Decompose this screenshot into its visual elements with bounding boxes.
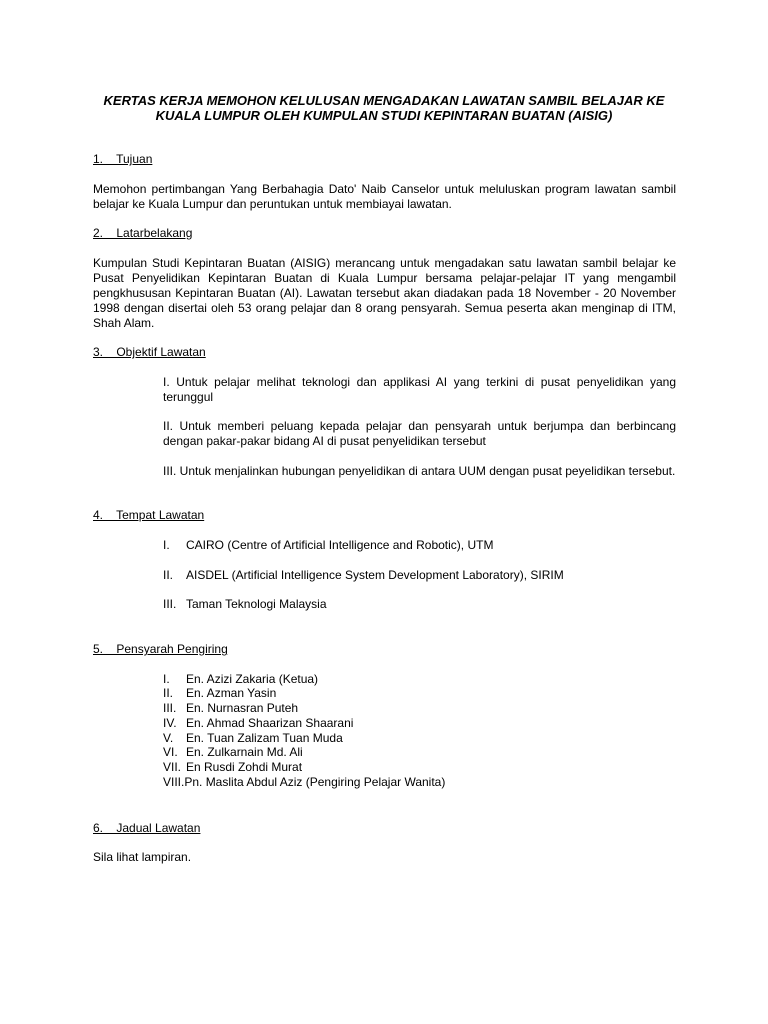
list-number: I. [163,672,170,686]
pensyarah-item-1 [163,672,318,687]
list-text: CAIRO (Centre of Artificial Intelligence and Robotic), UTM [186,538,494,552]
objektif-item-2: II. Untuk memberi peluang kepada pelajar dan pensyarah untuk berjumpa dan berbincang dengan pakar-pakar bidang AI di pusat penyelidikan tersebut [163,419,676,448]
list-number: VI. [163,745,178,759]
tempat-item-2 [163,568,564,583]
section-heading-tempat: 4. Tempat Lawatan [93,508,205,522]
list-text: En. Azman Yasin [186,686,277,700]
title-line-1: KERTAS KERJA MEMOHON KELULUSAN MENGADAKAN LAWATAN SAMBIL BELAJAR KE [103,93,665,108]
section-heading-objektif: 3. Objektif Lawatan [93,345,206,359]
list-text: En. Nurnasran Puteh [186,701,299,715]
pensyarah-item-2 [163,686,276,701]
title-line-2: KUALA LUMPUR OLEH KUMPULAN STUDI KEPINTARAN BUATAN (AISIG) [155,108,613,123]
latarbelakang-paragraph: Kumpulan Studi Kepintaran Buatan (AISIG) merancang untuk mengadakan satu lawatan sambil belajar ke Pusat Penyelidikan Kepintaran Buatan di Kuala Lumpur bersama pelajar-pelajar IT yang mengambil pengkhususan Kepintaran Buatan (AI). Lawatan tersebut akan diadakan pada 18 November - 20 November 1998 dengan disertai oleh 53 orang pelajar dan 8 orang pensyarah. Semua peserta akan menginap di ITM, Shah Alam. [93,256,676,330]
list-number: VII. [163,760,182,774]
section-heading-jadual: 6. Jadual Lawatan [93,821,201,835]
list-number: II. [163,568,174,582]
list-number: II. [163,686,174,700]
document-title [92,93,676,123]
list-text: En. Zulkarnain Md. Ali [186,745,303,759]
objektif-item-3: III. Untuk menjalinkan hubungan penyelidikan di antara UUM dengan pusat peyelidikan tersebut. [163,464,676,478]
pensyarah-item-5 [163,731,343,746]
objektif-item-1: I. Untuk pelajar melihat teknologi dan applikasi AI yang terkini di pusat penyelidikan yang terunggul [163,375,676,404]
list-text: En. Ahmad Shaarizan Shaarani [186,716,354,730]
list-text: En Rusdi Zohdi Murat [186,760,303,774]
pensyarah-item-3 [163,701,298,716]
list-text: AISDEL (Artificial Intelligence System Development Laboratory), SIRIM [186,568,564,582]
list-text: Taman Teknologi Malaysia [186,597,327,611]
tempat-item-3 [163,597,327,612]
pensyarah-item-4 [163,716,353,731]
list-number: III. [163,701,177,715]
list-text: En. Azizi Zakaria (Ketua) [186,672,319,686]
list-number: IV. [163,716,177,730]
tujuan-paragraph: Memohon pertimbangan Yang Berbahagia Dato' Naib Canselor untuk meluluskan program lawatan sambil belajar ke Kuala Lumpur dan peruntukan untuk membiayai lawatan. [93,182,676,211]
pensyarah-item-8 [163,775,445,790]
list-text: Pn. Maslita Abdul Aziz (Pengiring Pelajar Wanita) [184,775,446,789]
pensyarah-item-7 [163,760,302,775]
list-number: VIII. [163,775,185,789]
pensyarah-item-6 [163,745,303,760]
list-number: I. [163,538,170,552]
section-heading-pensyarah: 5. Pensyarah Pengiring [93,642,228,656]
tempat-item-1 [163,538,493,553]
list-number: V. [163,731,174,745]
section-heading-latarbelakang: 2. Latarbelakang [93,226,193,240]
list-number: III. [163,597,177,611]
jadual-paragraph: Sila lihat lampiran. [93,850,192,864]
section-heading-tujuan: 1. Tujuan [93,152,153,166]
list-text: En. Tuan Zalizam Tuan Muda [186,731,343,745]
